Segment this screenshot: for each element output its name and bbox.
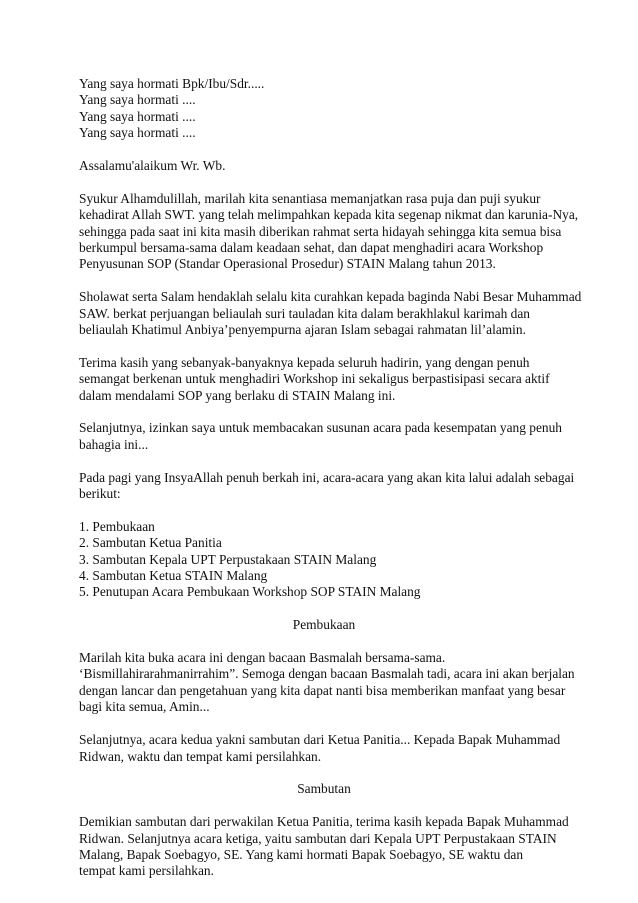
paragraph-line: SAW. berkat perjuangan beliaulah suri tauladan kita dalam berakhlakul karimah dan bbox=[79, 305, 530, 321]
paragraph-line: Penyusunan SOP (Standar Operasional Prosedur) STAIN Malang tahun 2013. bbox=[79, 256, 496, 272]
terima-kasih-paragraph bbox=[79, 355, 569, 404]
paragraph-line: dengan lancar dan pengetahuan yang kita dapat nanti bisa memberikan manfaat yang besar bbox=[79, 682, 566, 698]
paragraph-line: beliaulah Khatimul Anbiya’penyempurna ajaran Islam sebagai rahmatan lil’alamin. bbox=[79, 322, 526, 338]
paragraph-line: berikut: bbox=[79, 486, 121, 502]
agenda-item: 1. Pembukaan bbox=[79, 518, 155, 534]
paragraph-line: Ridwan. Selanjutnya acara ketiga, yaitu sambutan dari Kepala UPT Perpustakaan STAIN bbox=[79, 830, 557, 846]
paragraph-line: Malang, Bapak Soebagyo, SE. Yang kami hormati Bapak Soebagyo, SE waktu dan bbox=[79, 846, 524, 862]
section-heading-pembukaan bbox=[79, 617, 569, 633]
paragraph-line: Demikian sambutan dari perwakilan Ketua Panitia, terima kasih kepada Bapak Muhammad bbox=[79, 814, 569, 830]
agenda-item: 5. Penutupan Acara Pembukaan Workshop SOP STAIN Malang bbox=[79, 584, 421, 600]
paragraph-line: semangat berkenan untuk menghadiri Workshop ini sekaligus berpastisipasi secara aktif bbox=[79, 371, 550, 387]
paragraph-line: tempat kami persilahkan. bbox=[79, 863, 214, 879]
paragraph-line: Terima kasih yang sebanyak-banyaknya kepada seluruh hadirin, yang dengan penuh bbox=[79, 354, 530, 370]
paragraph-line: bagi kita semua, Amin... bbox=[79, 699, 210, 715]
agenda-item: 3. Sambutan Kepala UPT Perpustakaan STAIN Malang bbox=[79, 551, 377, 567]
sholawat-paragraph bbox=[79, 289, 582, 338]
salutation-line: Yang saya hormati .... bbox=[79, 92, 196, 108]
paragraph-line: Selanjutnya, izinkan saya untuk membacakan susunan acara pada kesempatan yang penuh bbox=[79, 420, 563, 436]
paragraph-line: Marilah kita buka acara ini dengan bacaan Basmalah bersama-sama. bbox=[79, 650, 446, 666]
paragraph-line: sehingga pada saat ini kita masih diberikan rahmat serta hidayah sehingga kita semua bisa bbox=[79, 223, 562, 239]
document-page bbox=[79, 76, 582, 896]
paragraph-line: berkumpul bersama-sama dalam keadaan sehat, dan dapat menghadiri acara Workshop bbox=[79, 240, 544, 256]
paragraph-line: Sholawat serta Salam hendaklah selalu kita curahkan kepada baginda Nabi Besar Muhammad bbox=[79, 289, 582, 305]
demikian-paragraph bbox=[79, 814, 569, 880]
paragraph-line: kehadirat Allah SWT. yang telah melimpahkan kepada kita segenap nikmat dan karunia-Nya, bbox=[79, 207, 579, 223]
paragraph-line: dalam mendalami SOP yang berlaku di STAIN Malang ini. bbox=[79, 387, 396, 403]
agenda-item: 2. Sambutan Ketua Panitia bbox=[79, 535, 222, 551]
paragraph-line: Pada pagi yang InsyaAllah penuh berkah ini, acara-acara yang akan kita lalui adalah sebagai bbox=[79, 469, 575, 485]
paragraph-line: Selanjutnya, acara kedua yakni sambutan dari Ketua Panitia... Kepada Bapak Muhammad bbox=[79, 732, 561, 748]
section-heading-sambutan bbox=[79, 781, 569, 797]
selanjutnya-paragraph bbox=[79, 420, 569, 453]
paragraph-line: Ridwan, waktu dan tempat kami persilahkan. bbox=[79, 748, 322, 764]
paragraph-line: ‘Bismillahirarahmanirrahim”. Semoga dengan bacaan Basmalah tadi, acara ini akan berjalan bbox=[79, 666, 575, 682]
salutation-block bbox=[79, 76, 569, 142]
selanjutnya-kedua-paragraph bbox=[79, 732, 569, 765]
paragraph-line: Syukur Alhamdulillah, marilah kita senantiasa memanjatkan rasa puja dan puji syukur bbox=[79, 190, 541, 206]
salutation-line: Yang saya hormati .... bbox=[79, 108, 196, 124]
buka-paragraph bbox=[79, 650, 575, 716]
section-heading: Sambutan bbox=[297, 781, 351, 797]
greeting-line: Assalamu'alaikum Wr. Wb. bbox=[79, 158, 226, 174]
agenda-list bbox=[79, 519, 569, 601]
pagi-paragraph bbox=[79, 469, 575, 503]
agenda-item: 4. Sambutan Ketua STAIN Malang bbox=[79, 568, 268, 584]
greeting-paragraph bbox=[79, 158, 569, 174]
salutation-line: Yang saya hormati Bpk/Ibu/Sdr..... bbox=[79, 76, 265, 91]
paragraph-line: bahagia ini... bbox=[79, 436, 149, 452]
section-heading: Pembukaan bbox=[292, 617, 356, 633]
syukur-paragraph bbox=[79, 190, 579, 273]
salutation-line: Yang saya hormati .... bbox=[79, 125, 196, 141]
